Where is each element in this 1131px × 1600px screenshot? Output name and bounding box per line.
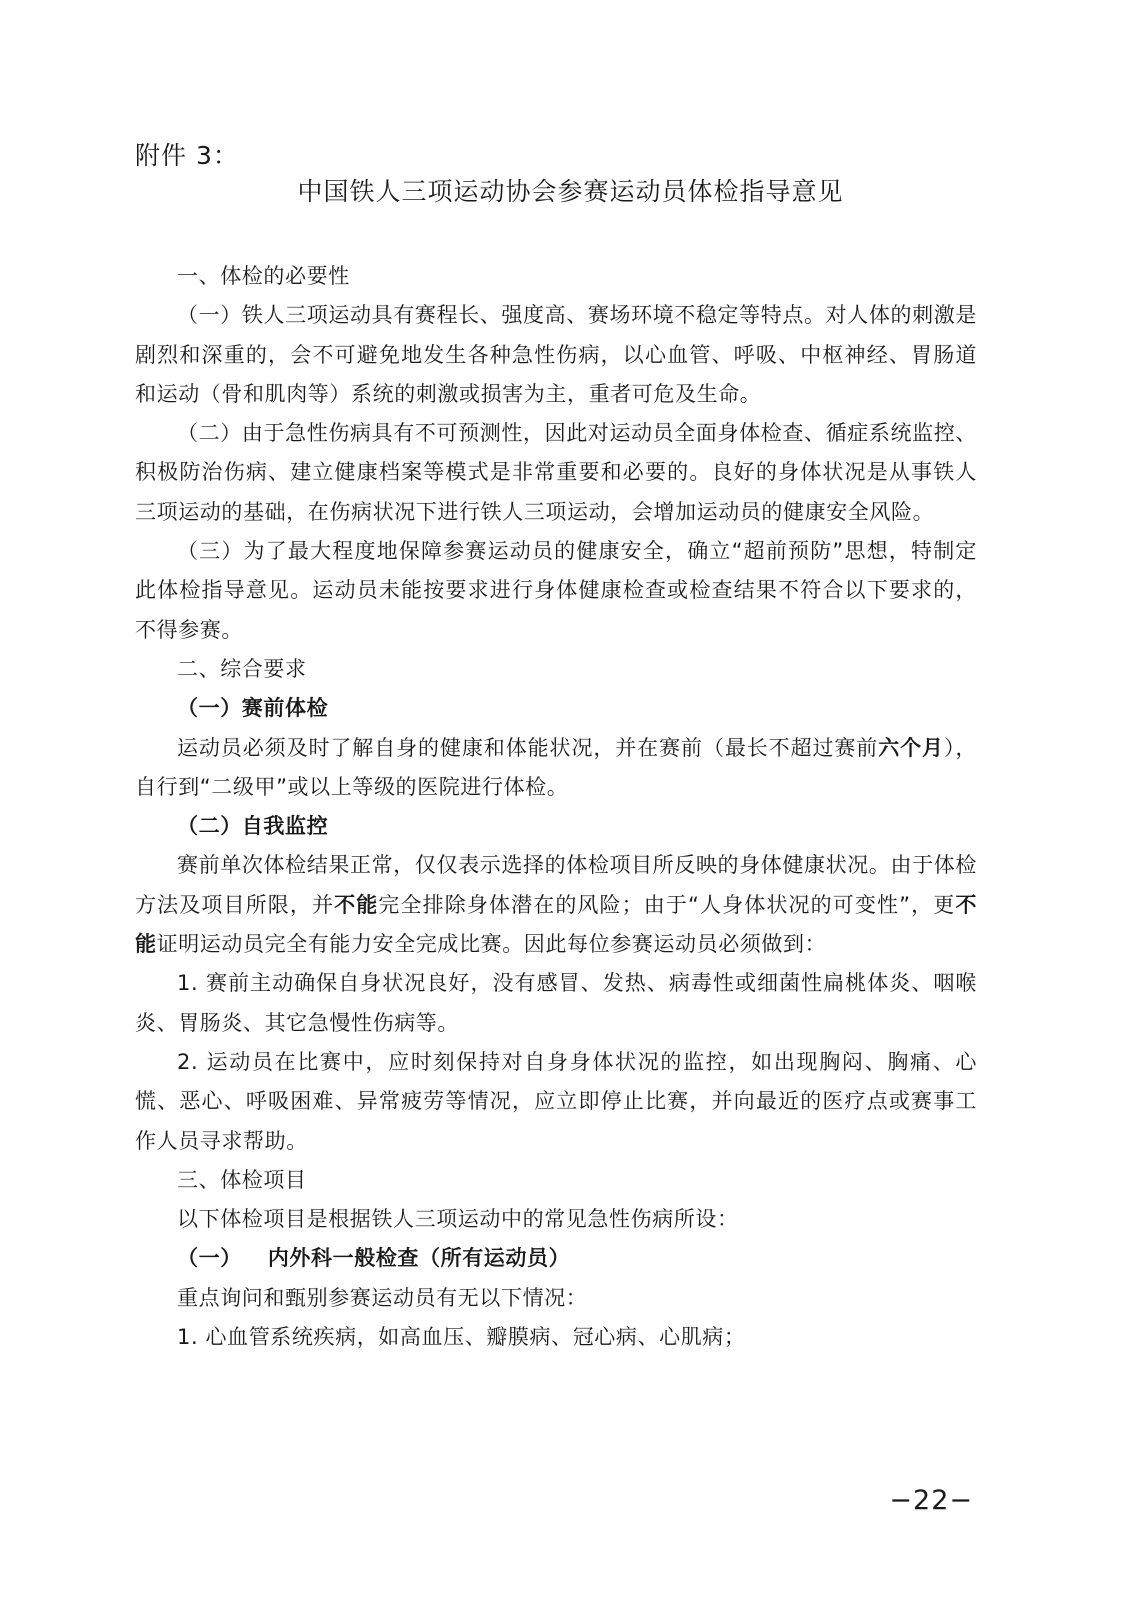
section-3-heading: 三、体检项目 xyxy=(177,1167,307,1192)
attachment-label: 附件 3： xyxy=(135,141,239,170)
section-2-paragraph-1 xyxy=(135,729,977,808)
section-2-subheading-2: （二）自我监控 xyxy=(177,814,329,839)
section-2-item-2: 2. 运动员在比赛中，应时刻保持对自身身体状况的监控，如出现胸闷、胸痛、心慌、恶心、呼吸困难、异常疲劳等情况，应立即停止比赛，并向最近的医疗点或赛事工作人员寻求帮助。 xyxy=(135,1049,977,1153)
section-1-paragraph-1: （一）铁人三项运动具有赛程长、强度高、赛场环境不稳定等特点。对人体的刺激是剧烈和深重的，会不可避免地发生各种急性伤病，以心血管、呼吸、中枢神经、胃肠道和运动（骨和肌肉等）系统的刺激或损害为主，重者可危及生命。 xyxy=(135,303,977,406)
section-2-subheading-1: （一）赛前体检 xyxy=(177,696,329,721)
section-2-item-1: 1. 赛前主动确保自身状况良好，没有感冒、发热、病毒性或细菌性扁桃体炎、咽喉炎、胃肠炎、其它急慢性伤病等。 xyxy=(135,971,977,1035)
subheading-text: 内外科一般检查（所有运动员） xyxy=(267,1246,571,1271)
section-2-paragraph-2 xyxy=(135,846,977,964)
section-1-paragraph-2: （二）由于急性伤病具有不可预测性，因此对运动员全面身体检查、循症系统监控、积极防治伤病、建立健康档案等模式是非常重要和必要的。良好的身体状况是从事铁人三项运动的基础，在伤病状况下进行铁人三项运动，会增加运动员的健康安全风险。 xyxy=(135,421,977,524)
text-run: 赛前单次体检结果正常，仅仅表示选择的体检项目所反映的身体健康状况。由于体检方法及项目所限，并 xyxy=(135,853,977,917)
section-1-heading: 一、体检的必要性 xyxy=(177,264,350,288)
subheading-number: （一） xyxy=(177,1246,242,1271)
page-number: −22− xyxy=(889,1485,973,1516)
emphasis-text: 不能 xyxy=(334,892,379,917)
section-3-intro: 以下体检项目是根据铁人三项运动中的常见急性伤病所设： xyxy=(177,1207,739,1232)
emphasis-text: 不能 xyxy=(135,892,977,957)
text-run: 证明运动员完全有能力安全完成比赛。因此每位参赛运动员必须做到： xyxy=(156,932,827,957)
emphasis-text: 六个月 xyxy=(878,735,944,760)
document-title: 中国铁人三项运动协会参赛运动员体检指导意见 xyxy=(297,177,844,206)
section-3-paragraph-1: 重点询问和甄别参赛运动员有无以下情况： xyxy=(177,1285,588,1310)
section-3-item-1: 1. 心血管系统疾病，如高血压、瓣膜病、冠心病、心肌病； xyxy=(177,1325,746,1350)
text-run: ），自行到“二级甲”或以上等级的医院进行体检。 xyxy=(135,735,977,799)
section-2-heading: 二、综合要求 xyxy=(177,656,307,681)
section-1-paragraph-3: （三）为了最大程度地保障参赛运动员的健康安全，确立“超前预防”思想，特制定此体检指导意见。运动员未能按要求进行身体健康检查或检查结果不符合以下要求的，不得参赛。 xyxy=(135,539,977,642)
text-run: 完全排除身体潜在的风险；由于“人身体状况的可变性”，更 xyxy=(378,892,956,917)
section-3-subheading-1 xyxy=(135,1239,977,1278)
document-body xyxy=(135,257,977,1357)
text-run: 运动员必须及时了解自身的健康和体能状况，并在赛前（最长不超过赛前 xyxy=(177,735,879,760)
